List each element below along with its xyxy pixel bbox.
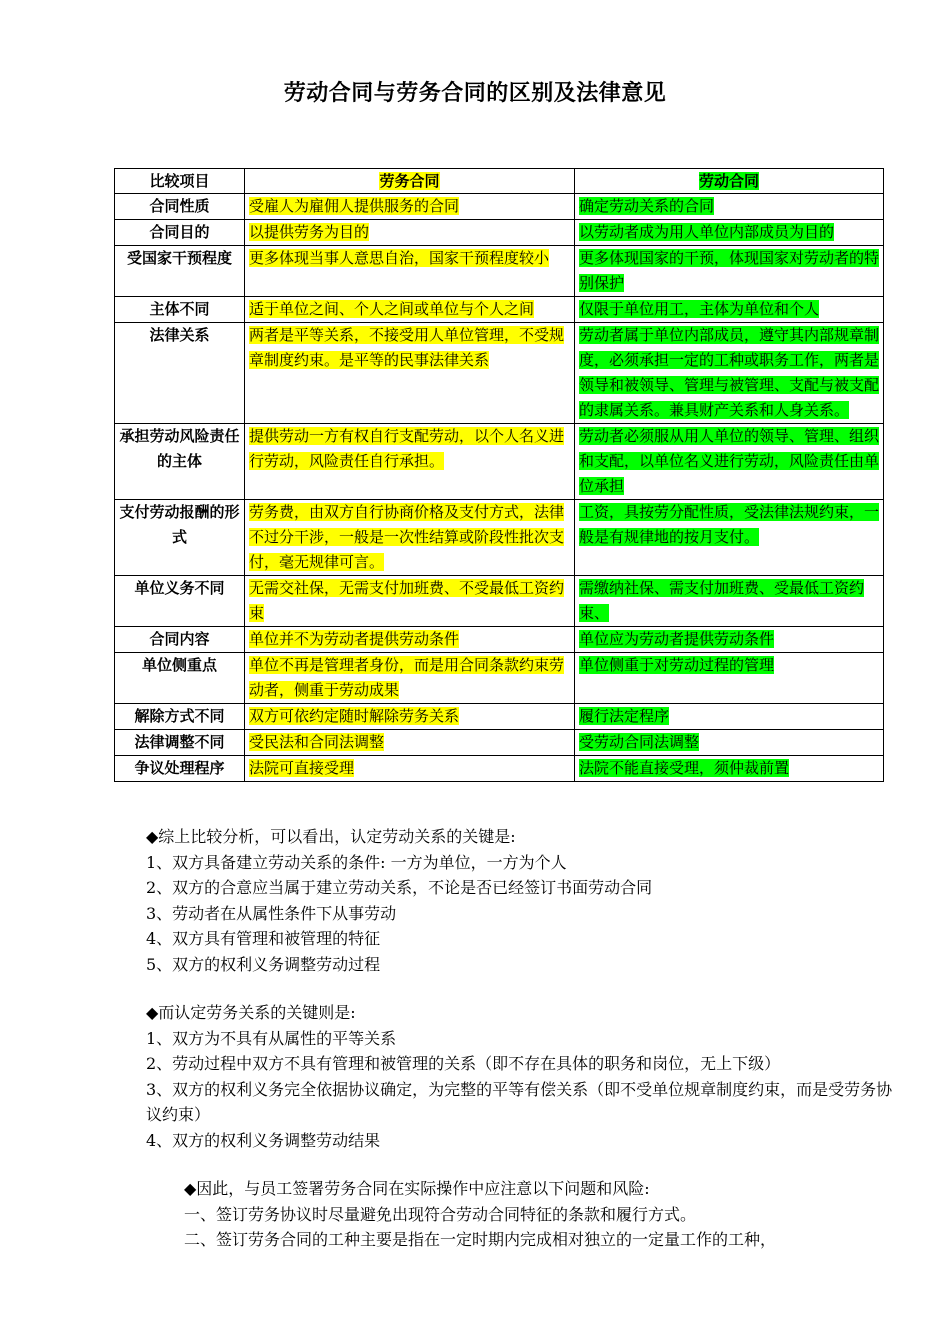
cell-text: 两者是平等关系，不接受用人单位管理，不受规章制度约束。是平等的民事法律关系 bbox=[249, 326, 565, 369]
cell-text: 支付劳动报酬的形式 bbox=[119, 503, 240, 546]
table-row bbox=[115, 756, 884, 782]
cell-text: 劳动者属于单位内部成员，遵守其内部规章制度，必须承担一定的工种或职务工作，两者是领导和被领导、管理与被管理、支配与被支配的隶属关系。兼具财产关系和人身关系。 bbox=[579, 326, 880, 419]
table-row bbox=[115, 220, 884, 246]
cell-text: 双方可依约定随时解除劳务关系 bbox=[249, 707, 460, 725]
cell-text: 法院不能直接受理，须仲裁前置 bbox=[579, 759, 790, 777]
list-item: 2、劳动过程中双方不具有管理和被管理的关系（即不存在具体的职务和岗位，无上下级） bbox=[146, 1054, 781, 1073]
cell-text: 承担劳动风险责任的主体 bbox=[119, 427, 240, 470]
header-service-contract: 劳务合同 bbox=[245, 169, 575, 194]
row-labor-cell bbox=[575, 220, 884, 246]
row-service-cell bbox=[245, 627, 575, 653]
table-row bbox=[115, 730, 884, 756]
cell-text: 法院可直接受理 bbox=[249, 759, 355, 777]
cell-text: 受民法和合同法调整 bbox=[249, 733, 385, 751]
row-service-cell bbox=[245, 756, 575, 782]
row-labor-cell bbox=[575, 756, 884, 782]
cell-text: 劳动者必须服从用人单位的领导、管理、组织和支配，以单位名义进行劳动，风险责任由单位承担 bbox=[579, 427, 880, 495]
header-item: 比较项目 bbox=[115, 169, 245, 194]
row-labor-cell bbox=[575, 246, 884, 297]
cell-text: 更多体现国家的干预，体现国家对劳动者的特别保护 bbox=[579, 249, 880, 292]
table-row bbox=[115, 500, 884, 576]
row-labor-cell bbox=[575, 704, 884, 730]
row-item-cell bbox=[115, 704, 245, 730]
table-row bbox=[115, 194, 884, 220]
cell-text: 主体不同 bbox=[149, 300, 210, 318]
risk-notes bbox=[184, 1176, 904, 1253]
list-item: 4、双方具有管理和被管理的特征 bbox=[146, 929, 381, 948]
table-row bbox=[115, 627, 884, 653]
table-row bbox=[115, 246, 884, 297]
list-item: 2、双方的合意应当属于建立劳动关系，不论是否已经签订书面劳动合同 bbox=[146, 878, 653, 897]
row-labor-cell bbox=[575, 424, 884, 500]
cell-text: 劳务费，由双方自行协商价格及支付方式，法律不过分干涉，一般是一次性结算或阶段性批次支付，毫无规律可言。 bbox=[249, 503, 565, 571]
cell-text: 工资，具按劳分配性质，受法律法规约束，一般是有规律地的按月支付。 bbox=[579, 503, 880, 546]
section-intro: ◆综上比较分析，可以看出，认定劳动关系的关键是: bbox=[146, 827, 516, 846]
cell-text: 法律关系 bbox=[149, 326, 210, 344]
row-service-cell bbox=[245, 323, 575, 424]
cell-text: 以提供劳务为目的 bbox=[249, 223, 370, 241]
cell-text: 受雇人为雇佣人提供服务的合同 bbox=[249, 197, 460, 215]
row-item-cell bbox=[115, 627, 245, 653]
row-service-cell bbox=[245, 246, 575, 297]
cell-text: 单位应为劳动者提供劳动条件 bbox=[579, 630, 775, 648]
cell-text: 受国家干预程度 bbox=[126, 249, 232, 267]
list-item: 1、双方为不具有从属性的平等关系 bbox=[146, 1028, 397, 1048]
row-labor-cell bbox=[575, 730, 884, 756]
row-labor-cell bbox=[575, 297, 884, 323]
cell-text: 合同目的 bbox=[149, 223, 210, 241]
cell-text: 争议处理程序 bbox=[134, 759, 225, 777]
section-intro: ◆而认定劳务关系的关键则是: bbox=[146, 1003, 356, 1022]
list-item: 1、双方具备建立劳动关系的条件: 一方为单位，一方为个人 bbox=[146, 852, 567, 872]
list-item: 一、签订劳务协议时尽量避免出现符合劳动合同特征的条款和履行方式。 bbox=[184, 1204, 697, 1224]
cell-text: 仅限于单位用工，主体为单位和个人 bbox=[579, 300, 820, 318]
section-intro: ◆因此，与员工签署劳务合同在实际操作中应注意以下问题和风险: bbox=[184, 1179, 650, 1198]
row-item-cell bbox=[115, 194, 245, 220]
cell-text: 法律调整不同 bbox=[134, 733, 225, 751]
row-service-cell bbox=[245, 653, 575, 704]
row-service-cell bbox=[245, 220, 575, 246]
row-service-cell bbox=[245, 424, 575, 500]
row-item-cell bbox=[115, 424, 245, 500]
list-item: 3、双方的权利义务完全依据协议确定，为完整的平等有偿关系（即不受单位规章制度约束，而是受劳务协议约束） bbox=[146, 1079, 893, 1124]
row-service-cell bbox=[245, 194, 575, 220]
list-item: 5、双方的权利义务调整劳动过程 bbox=[146, 954, 381, 974]
cell-text: 单位义务不同 bbox=[134, 579, 225, 597]
row-item-cell bbox=[115, 297, 245, 323]
row-item-cell bbox=[115, 653, 245, 704]
cell-text: 受劳动合同法调整 bbox=[579, 733, 700, 751]
cell-text: 合同性质 bbox=[149, 197, 210, 215]
row-labor-cell bbox=[575, 500, 884, 576]
cell-text: 履行法定程序 bbox=[579, 707, 670, 725]
row-labor-cell bbox=[575, 323, 884, 424]
row-labor-cell bbox=[575, 627, 884, 653]
row-item-cell bbox=[115, 246, 245, 297]
cell-text: 单位侧重点 bbox=[141, 656, 217, 674]
row-item-cell bbox=[115, 730, 245, 756]
header-labor-contract: 劳动合同 bbox=[575, 169, 884, 194]
row-service-cell bbox=[245, 730, 575, 756]
cell-text: 单位并不为劳动者提供劳动条件 bbox=[249, 630, 460, 648]
row-service-cell bbox=[245, 297, 575, 323]
row-service-cell bbox=[245, 704, 575, 730]
table-row bbox=[115, 704, 884, 730]
row-labor-cell bbox=[575, 576, 884, 627]
cell-text: 以劳动者成为用人单位内部成员为目的 bbox=[579, 223, 835, 241]
cell-text: 单位不再是管理者身份，而是用合同条款约束劳动者，侧重于劳动成果 bbox=[249, 656, 565, 699]
cell-text: 无需交社保，无需支付加班费、不受最低工资约束 bbox=[249, 579, 565, 622]
labor-relation-keys bbox=[146, 824, 906, 977]
list-item: 二、签订劳务合同的工种主要是指在一定时期内完成相对独立的一定量工作的工种， bbox=[184, 1230, 777, 1249]
row-item-cell bbox=[115, 323, 245, 424]
row-service-cell bbox=[245, 500, 575, 576]
cell-text: 单位侧重于对劳动过程的管理 bbox=[579, 656, 775, 674]
row-labor-cell bbox=[575, 653, 884, 704]
row-item-cell bbox=[115, 220, 245, 246]
table-row bbox=[115, 297, 884, 323]
row-item-cell bbox=[115, 576, 245, 627]
service-relation-keys bbox=[146, 1000, 906, 1153]
cell-text: 合同内容 bbox=[149, 630, 210, 648]
cell-text: 更多体现当事人意思自治，国家干预程度较小 bbox=[249, 249, 550, 267]
table-row bbox=[115, 424, 884, 500]
list-item: 4、双方的权利义务调整劳动结果 bbox=[146, 1130, 381, 1150]
table-header-row bbox=[115, 169, 884, 194]
row-service-cell bbox=[245, 576, 575, 627]
cell-text: 提供劳动一方有权自行支配劳动，以个人名义进行劳动，风险责任自行承担。 bbox=[249, 427, 565, 470]
row-item-cell bbox=[115, 500, 245, 576]
comparison-table bbox=[114, 168, 884, 782]
page-title: 劳动合同与劳务合同的区别及法律意见 bbox=[283, 81, 667, 106]
cell-text: 需缴纳社保、需支付加班费、受最低工资约束、 bbox=[579, 579, 865, 622]
row-labor-cell bbox=[575, 194, 884, 220]
list-item: 3、劳动者在从属性条件下从事劳动 bbox=[146, 903, 397, 923]
table-row bbox=[115, 576, 884, 627]
row-item-cell bbox=[115, 756, 245, 782]
cell-text: 适于单位之间、个人之间或单位与个人之间 bbox=[249, 300, 535, 318]
cell-text: 解除方式不同 bbox=[134, 707, 225, 725]
table-row bbox=[115, 653, 884, 704]
cell-text: 确定劳动关系的合同 bbox=[579, 197, 715, 215]
table-row bbox=[115, 323, 884, 424]
